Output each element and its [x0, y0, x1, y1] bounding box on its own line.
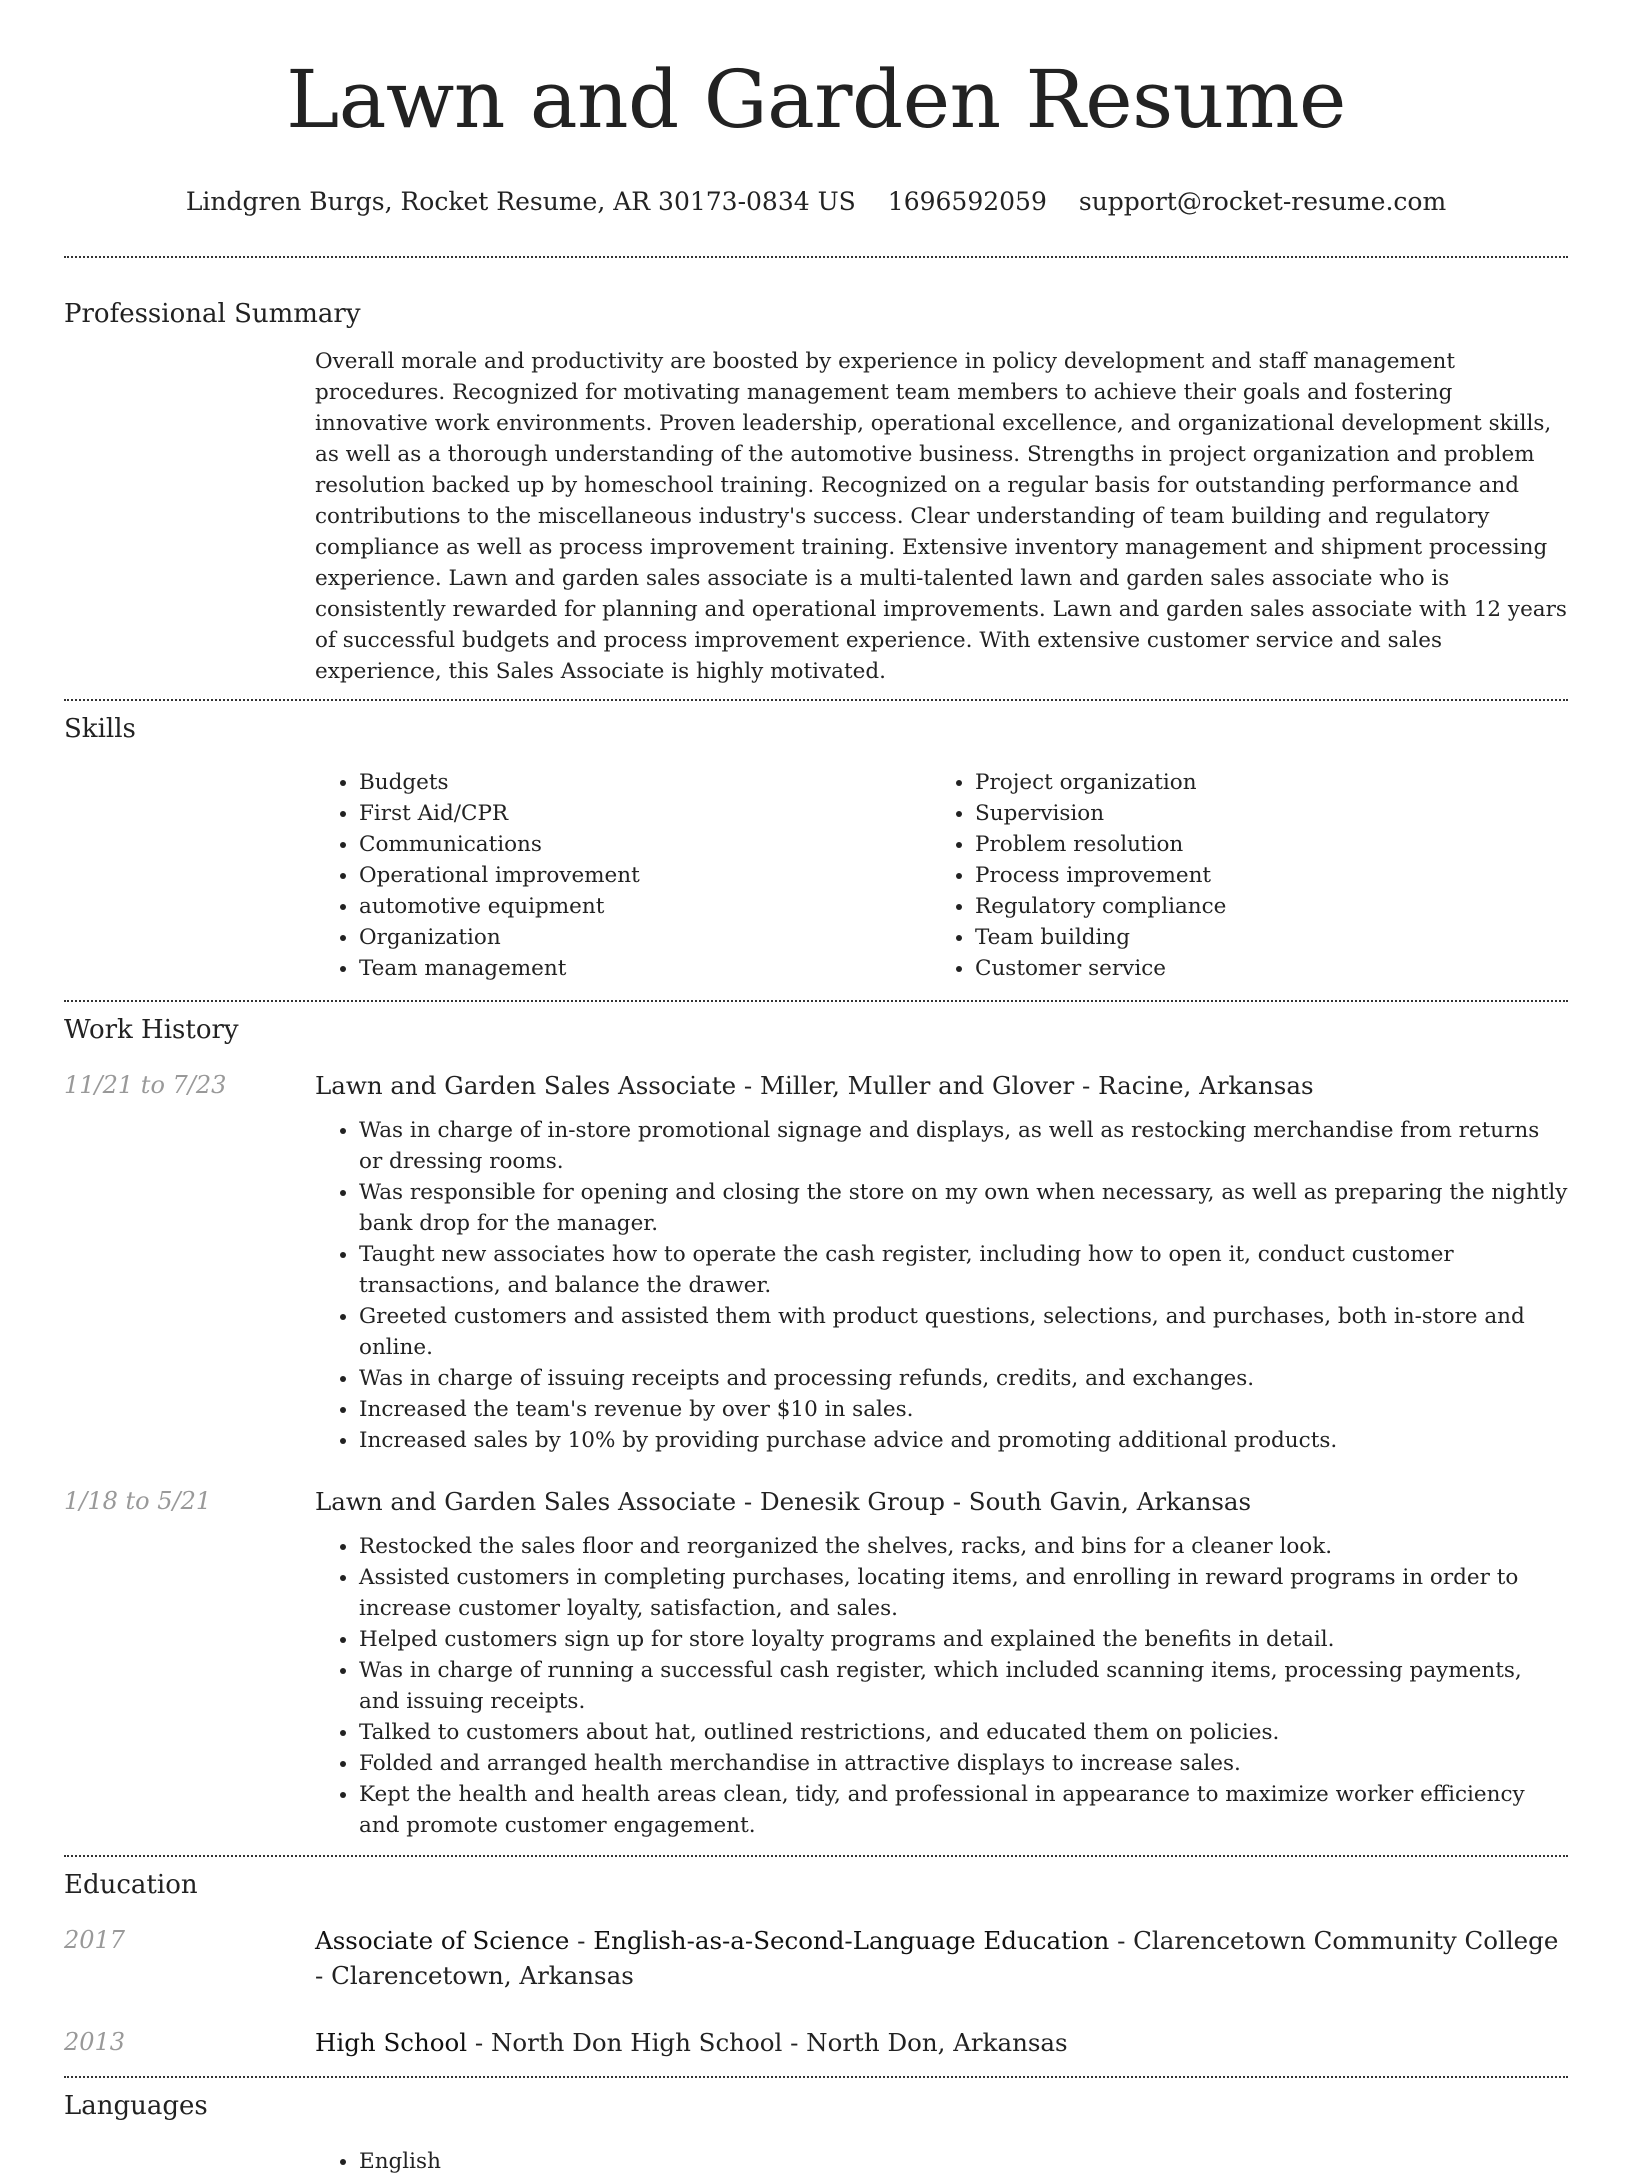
skill-item: • Operational improvement — [359, 860, 931, 891]
job-duty-item: • Greeted customers and assisted them with product questions, selections, and purchases, both in-store and online. — [359, 1301, 1568, 1363]
job-duty-item: • Assisted customers in completing purchases, locating items, and enrolling in reward programs in order to increase customer loyalty, satisfaction, and sales. — [359, 1562, 1568, 1624]
job-duty-item: • Kept the health and health areas clean, tidy, and professional in appearance to maximize worker efficiency and promote customer engagement. — [359, 1779, 1568, 1841]
education-location: Clarencetown, Arkansas — [331, 1961, 634, 1990]
job-duty-item: • Was in charge of in-store promotional signage and displays, as well as restocking merchandise from returns or dressing rooms. — [359, 1115, 1568, 1177]
section-title-summary: Professional Summary — [64, 299, 361, 329]
skills-column-right — [931, 767, 1547, 984]
job-heading: Lawn and Garden Sales Associate - Miller, Muller and Glover - Racine, Arkansas — [315, 1071, 1314, 1100]
contact-email[interactable]: support@rocket-resume.com — [1078, 187, 1447, 216]
section-title-languages: Languages — [64, 2091, 208, 2121]
section-divider — [64, 699, 1568, 701]
resume-page — [64, 0, 1568, 2177]
skill-item: • Project organization — [975, 767, 1547, 798]
job-duty-item: • Increased the team's revenue by over $10 in sales. — [359, 1394, 1568, 1425]
job-company: Miller, Muller and Glover — [759, 1071, 1075, 1100]
job-duty-item: • Helped customers sign up for store loyalty programs and explained the benefits in detail. — [359, 1624, 1568, 1655]
skill-item: • Supervision — [975, 798, 1547, 829]
skill-item: • Team building — [975, 922, 1547, 953]
education-entry — [64, 1923, 1568, 1993]
section-divider — [64, 1855, 1568, 1857]
contact-line — [64, 186, 1568, 218]
job-title: Lawn and Garden Sales Associate — [315, 1487, 737, 1516]
job-duty-item: • Folded and arranged health merchandise in attractive displays to increase sales. — [359, 1748, 1568, 1779]
education-degree: High School — [315, 2028, 468, 2057]
skill-item: • Team management — [359, 953, 931, 984]
section-title-work: Work History — [64, 1015, 239, 1045]
job-duty-item: • Was in charge of issuing receipts and processing refunds, credits, and exchanges. — [359, 1363, 1568, 1394]
section-divider — [64, 256, 1568, 258]
job-entry — [64, 1068, 1568, 1103]
section-divider — [64, 2076, 1568, 2078]
resume-title: Lawn and Garden Resume — [286, 53, 1346, 146]
job-duty-item: • Was responsible for opening and closing the store on my own when necessary, as well as preparing the nightly bank drop for the manager. — [359, 1177, 1568, 1239]
skill-item: • Regulatory compliance — [975, 891, 1547, 922]
skill-item: • Process improvement — [975, 860, 1547, 891]
job-title: Lawn and Garden Sales Associate — [315, 1071, 737, 1100]
job-duties — [315, 1531, 1568, 1841]
job-company: Denesik Group — [759, 1487, 945, 1516]
job-duty-item: • Talked to customers about hat, outlined restrictions, and educated them on policies. — [359, 1717, 1568, 1748]
education-degree: Associate of Science — [315, 1926, 570, 1955]
job-duties — [315, 1115, 1568, 1456]
job-location: South Gavin, Arkansas — [968, 1487, 1252, 1516]
languages-list — [315, 2146, 1568, 2177]
skill-item: • Budgets — [359, 767, 931, 798]
job-date: 1/18 to 5/21 — [64, 1487, 212, 1515]
education-entry — [64, 2025, 1568, 2060]
summary-text: Overall morale and productivity are boosted by experience in policy development and staff management procedures. Recognized for motivating management team members to achieve their goals and fostering innovative work environments. Proven leadership, operational excellence, and organizational development skills, as well as a thorough understanding of the automotive business. Strengths in project organization and problem resolution backed up by homeschool training. Recognized on a regular basis for outstanding performance and contributions to the miscellaneous industry's success. Clear understanding of team building and regulatory compliance as well as process improvement training. Extensive inventory management and shipment processing experience. Lawn and garden sales associate is a multi-talented lawn and garden sales associate who is consistently rewarded for planning and operational improvements. Lawn and garden sales associate with 12 years of successful budgets and process improvement experience. With extensive customer service and sales experience, this Sales Associate is highly motivated. — [315, 349, 1567, 684]
job-location: Racine, Arkansas — [1098, 1071, 1314, 1100]
job-duty-item: • Taught new associates how to operate the cash register, including how to open it, conduct customer transactions, and balance the drawer. — [359, 1239, 1568, 1301]
job-duty-item: • Increased sales by 10% by providing purchase advice and promoting additional products. — [359, 1425, 1568, 1456]
education-school: Clarencetown Community College — [1133, 1926, 1559, 1955]
education-date: 2017 — [64, 1926, 126, 1954]
job-duty-item: • Was in charge of running a successful cash register, which included scanning items, processing payments, and issuing receipts. — [359, 1655, 1568, 1717]
skill-item: • Organization — [359, 922, 931, 953]
contact-phone: 1696592059 — [887, 187, 1047, 216]
education-field: English-as-a-Second-Language Education — [593, 1926, 1110, 1955]
language-item: • English — [359, 2146, 1568, 2177]
job-entry — [64, 1484, 1568, 1519]
section-title-skills: Skills — [64, 714, 136, 744]
skills-list — [315, 767, 1568, 984]
skill-item: • Customer service — [975, 953, 1547, 984]
education-school: North Don High School — [490, 2028, 783, 2057]
skill-item: • Communications — [359, 829, 931, 860]
job-date: 11/21 to 7/23 — [64, 1071, 227, 1099]
contact-address: Lindgren Burgs, Rocket Resume, AR 30173-0834 US — [185, 187, 856, 216]
job-duty-item: • Restocked the sales floor and reorganized the shelves, racks, and bins for a cleaner look. — [359, 1531, 1568, 1562]
section-divider — [64, 1000, 1568, 1002]
skill-item: • Problem resolution — [975, 829, 1547, 860]
education-date: 2013 — [64, 2028, 126, 2056]
skill-item: • automotive equipment — [359, 891, 931, 922]
section-title-education: Education — [64, 1870, 198, 1900]
job-heading: Lawn and Garden Sales Associate - Denesik Group - South Gavin, Arkansas — [315, 1487, 1252, 1516]
summary-body — [315, 346, 1568, 687]
education-heading: Associate of Science - English-as-a-Second-Language Education - Clarencetown Community College - Clarencetown, Arkansas — [315, 1926, 1559, 1990]
skill-item: • First Aid/CPR — [359, 798, 931, 829]
skills-column-left — [315, 767, 931, 984]
education-heading: High School - North Don High School - North Don, Arkansas — [315, 2028, 1068, 2057]
education-location: North Don, Arkansas — [806, 2028, 1068, 2057]
